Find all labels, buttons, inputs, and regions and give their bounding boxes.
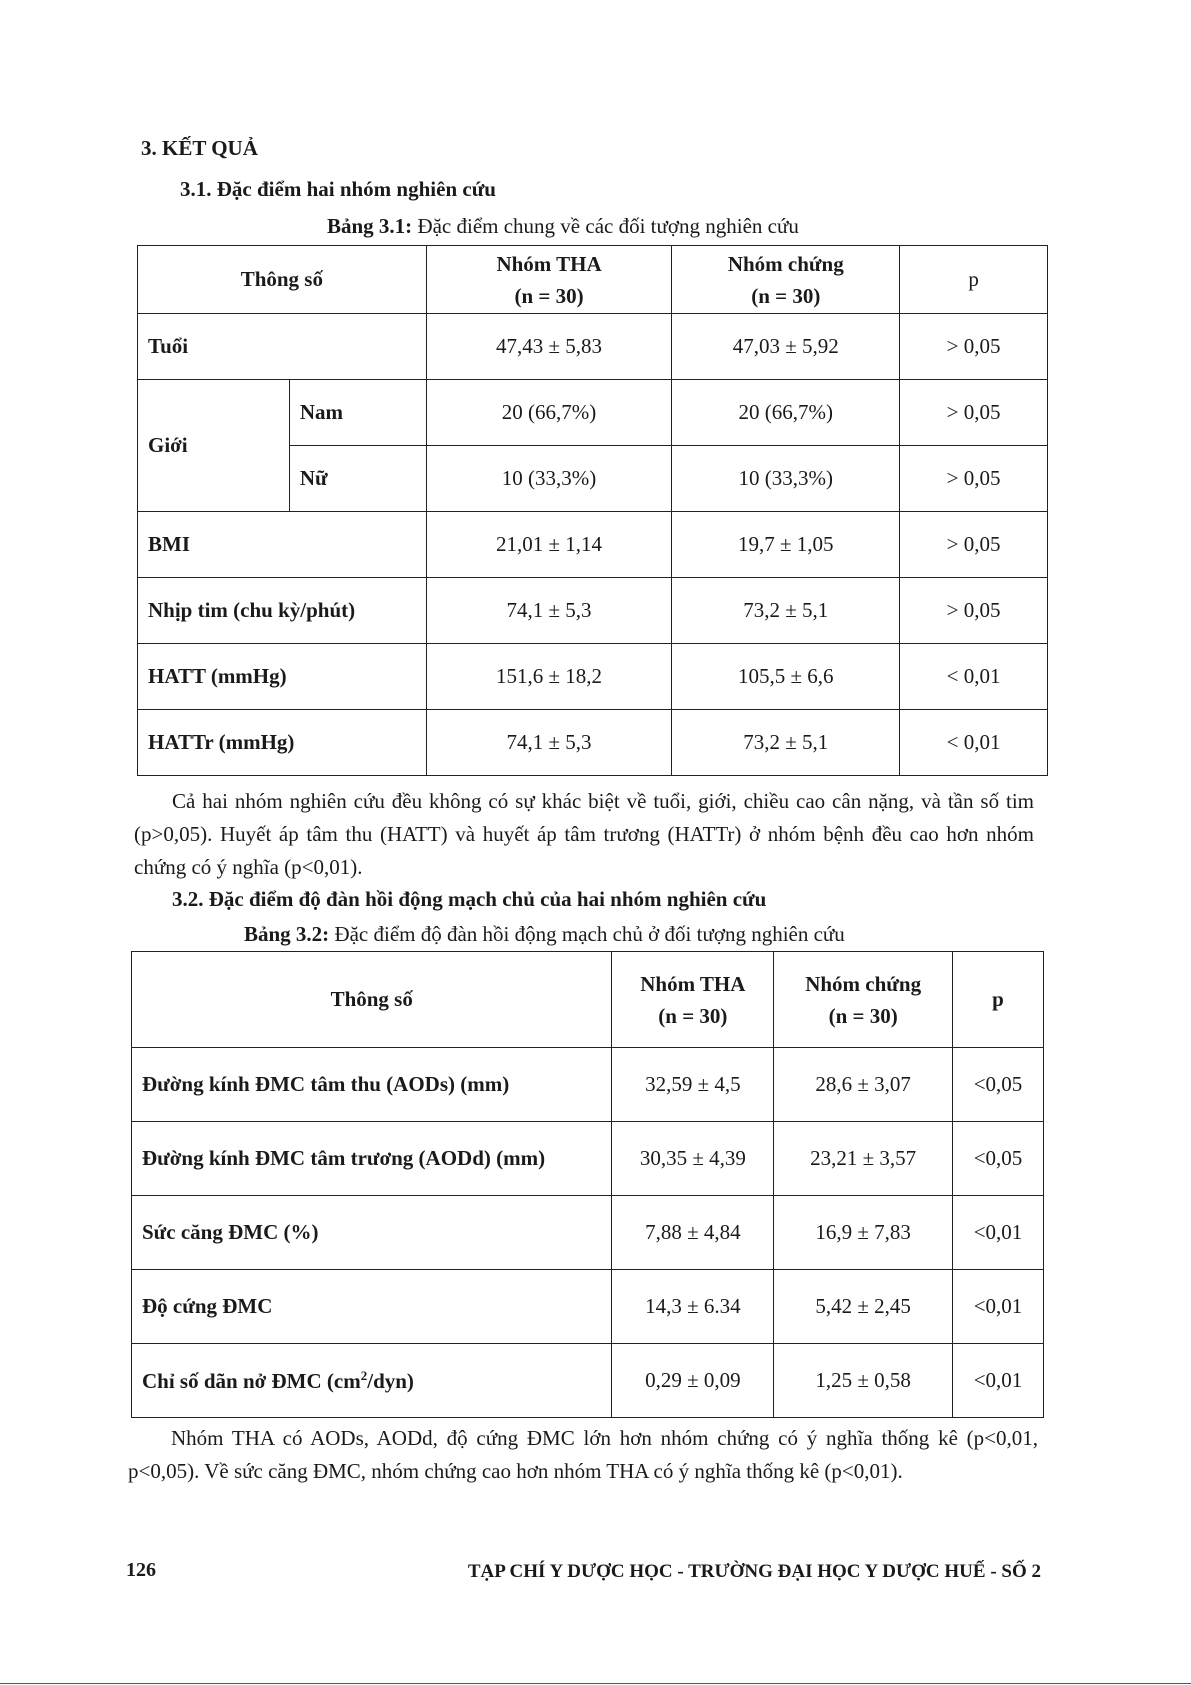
table1-header-p: p: [900, 246, 1048, 314]
table1-caption-label: Bảng 3.1:: [327, 214, 413, 238]
table-row: [132, 1122, 1044, 1196]
cell-p: > 0,05: [900, 446, 1048, 512]
table1-header-tha: [426, 246, 672, 314]
table-row: [132, 1270, 1044, 1344]
row-label-male: Nam: [289, 380, 426, 446]
table1-header-control-name: Nhóm chứng: [727, 251, 844, 276]
journal-footer: TẠP CHÍ Y DƯỢC HỌC - TRƯỜNG ĐẠI HỌC Y DƯỢC HUẾ - SỐ 2: [467, 1561, 1041, 1582]
cell-control: 19,7 ± 1,05: [672, 512, 900, 578]
paragraph-1: Cả hai nhóm nghiên cứu đều không có sự khác biệt về tuổi, giới, chiều cao cân nặng, và tần số tim (p>0,05). Huyết áp tâm thu (HATT) và huyết áp tâm trương (HATTr) ở nhóm bệnh đều cao hơn nhóm chứng có ý nghĩa (p<0,01).: [134, 789, 1034, 879]
row-label-aodd: Đường kính ĐMC tâm trương (AODd) (mm): [132, 1122, 612, 1196]
cell-control: 23,21 ± 3,57: [774, 1122, 953, 1196]
distensibility-label-pre: Chỉ số dãn nở ĐMC (cm: [142, 1368, 361, 1393]
section-heading: 3. KẾT QUẢ: [141, 136, 258, 160]
table-row: [138, 380, 1048, 446]
row-label-heart-rate: Nhịp tim (chu kỳ/phút): [138, 578, 427, 644]
cell-p: <0,01: [953, 1270, 1044, 1344]
cell-p: <0,01: [953, 1344, 1044, 1418]
row-label-sex: Giới: [138, 380, 290, 512]
cell-p: > 0,05: [900, 512, 1048, 578]
cell-control: 28,6 ± 3,07: [774, 1048, 953, 1122]
cell-control: 10 (33,3%): [672, 446, 900, 512]
table-row: [132, 1048, 1044, 1122]
cell-p: <0,01: [953, 1196, 1044, 1270]
cell-tha: 20 (66,7%): [426, 380, 672, 446]
cell-tha: 30,35 ± 4,39: [612, 1122, 774, 1196]
cell-p: <0,05: [953, 1122, 1044, 1196]
cell-tha: 32,59 ± 4,5: [612, 1048, 774, 1122]
cell-p: > 0,05: [900, 380, 1048, 446]
cell-tha: 0,29 ± 0,09: [612, 1344, 774, 1418]
cell-control: 5,42 ± 2,45: [774, 1270, 953, 1344]
table-row: [138, 710, 1048, 776]
cell-tha: 10 (33,3%): [426, 446, 672, 512]
row-label-hattr: HATTr (mmHg): [138, 710, 427, 776]
row-label-bmi: BMI: [138, 512, 427, 578]
table2-header-tha: [612, 952, 774, 1048]
table2-header-tha-n: (n = 30): [658, 1003, 728, 1028]
table-row: [138, 644, 1048, 710]
table2-header-tha-name: Nhóm THA: [640, 971, 746, 996]
table1-header-row: [138, 246, 1048, 314]
cell-tha: 74,1 ± 5,3: [426, 578, 672, 644]
paragraph-2: Nhóm THA có AODs, AODd, độ cứng ĐMC lớn hơn nhóm chứng có ý nghĩa thống kê (p<0,01, p<0,05). Về sức căng ĐMC, nhóm chứng cao hơn nhóm THA có ý nghĩa thống kê (p<0,01).: [128, 1426, 1038, 1483]
cell-tha: 47,43 ± 5,83: [426, 314, 672, 380]
cell-p: < 0,01: [900, 644, 1048, 710]
table-row: [132, 1196, 1044, 1270]
distensibility-label-sup: 2: [360, 1367, 368, 1383]
distensibility-label-post: /dyn): [367, 1368, 414, 1393]
table2-caption: [244, 922, 845, 947]
table-row: [138, 578, 1048, 644]
cell-tha: 7,88 ± 4,84: [612, 1196, 774, 1270]
row-label-aods: Đường kính ĐMC tâm thu (AODs) (mm): [132, 1048, 612, 1122]
cell-tha: 14,3 ± 6.34: [612, 1270, 774, 1344]
table1-header-tha-name: Nhóm THA: [496, 251, 602, 276]
table1-header-control-n: (n = 30): [751, 283, 821, 308]
cell-p: > 0,05: [900, 314, 1048, 380]
table1-header-param: Thông số: [138, 246, 427, 314]
table-row: [138, 314, 1048, 380]
table2-header-control: [774, 952, 953, 1048]
cell-tha: 74,1 ± 5,3: [426, 710, 672, 776]
cell-control: 73,2 ± 5,1: [672, 710, 900, 776]
cell-p: <0,05: [953, 1048, 1044, 1122]
cell-control: 16,9 ± 7,83: [774, 1196, 953, 1270]
table1-caption: [327, 214, 799, 239]
cell-p: > 0,05: [900, 578, 1048, 644]
table2-header-p: p: [953, 952, 1044, 1048]
table2-header-param: Thông số: [132, 952, 612, 1048]
row-label-age: Tuổi: [138, 314, 427, 380]
subsection-heading-1: 3.1. Đặc điểm hai nhóm nghiên cứu: [180, 177, 496, 201]
table-aortic-elasticity: [131, 951, 1044, 1418]
row-label-distensibility: [132, 1344, 612, 1418]
cell-tha: 21,01 ± 1,14: [426, 512, 672, 578]
row-label-hatt: HATT (mmHg): [138, 644, 427, 710]
subsection-heading-2: 3.2. Đặc điểm độ đàn hồi động mạch chủ của hai nhóm nghiên cứu: [172, 887, 767, 911]
table2-caption-text: Đặc điểm độ đàn hồi động mạch chủ ở đối tượng nghiên cứu: [329, 922, 845, 946]
table1-header-tha-n: (n = 30): [514, 283, 584, 308]
cell-control: 1,25 ± 0,58: [774, 1344, 953, 1418]
row-label-stiffness: Độ cứng ĐMC: [132, 1270, 612, 1344]
cell-p: < 0,01: [900, 710, 1048, 776]
table2-header-control-n: (n = 30): [828, 1003, 898, 1028]
bottom-border-line: [0, 1683, 1191, 1684]
table2-header-control-name: Nhóm chứng: [805, 971, 922, 996]
cell-control: 47,03 ± 5,92: [672, 314, 900, 380]
table2-header-row: [132, 952, 1044, 1048]
table-row: [138, 512, 1048, 578]
table-row: [132, 1344, 1044, 1418]
cell-control: 20 (66,7%): [672, 380, 900, 446]
table-general-characteristics: [137, 245, 1048, 776]
row-label-strain: Sức căng ĐMC (%): [132, 1196, 612, 1270]
table1-caption-text: Đặc điểm chung về các đối tượng nghiên cứu: [412, 214, 799, 238]
page-number: 126: [126, 1559, 156, 1581]
cell-control: 105,5 ± 6,6: [672, 644, 900, 710]
cell-control: 73,2 ± 5,1: [672, 578, 900, 644]
cell-tha: 151,6 ± 18,2: [426, 644, 672, 710]
table1-header-control: [672, 246, 900, 314]
row-label-female: Nữ: [289, 446, 426, 512]
table2-caption-label: Bảng 3.2:: [244, 922, 330, 946]
